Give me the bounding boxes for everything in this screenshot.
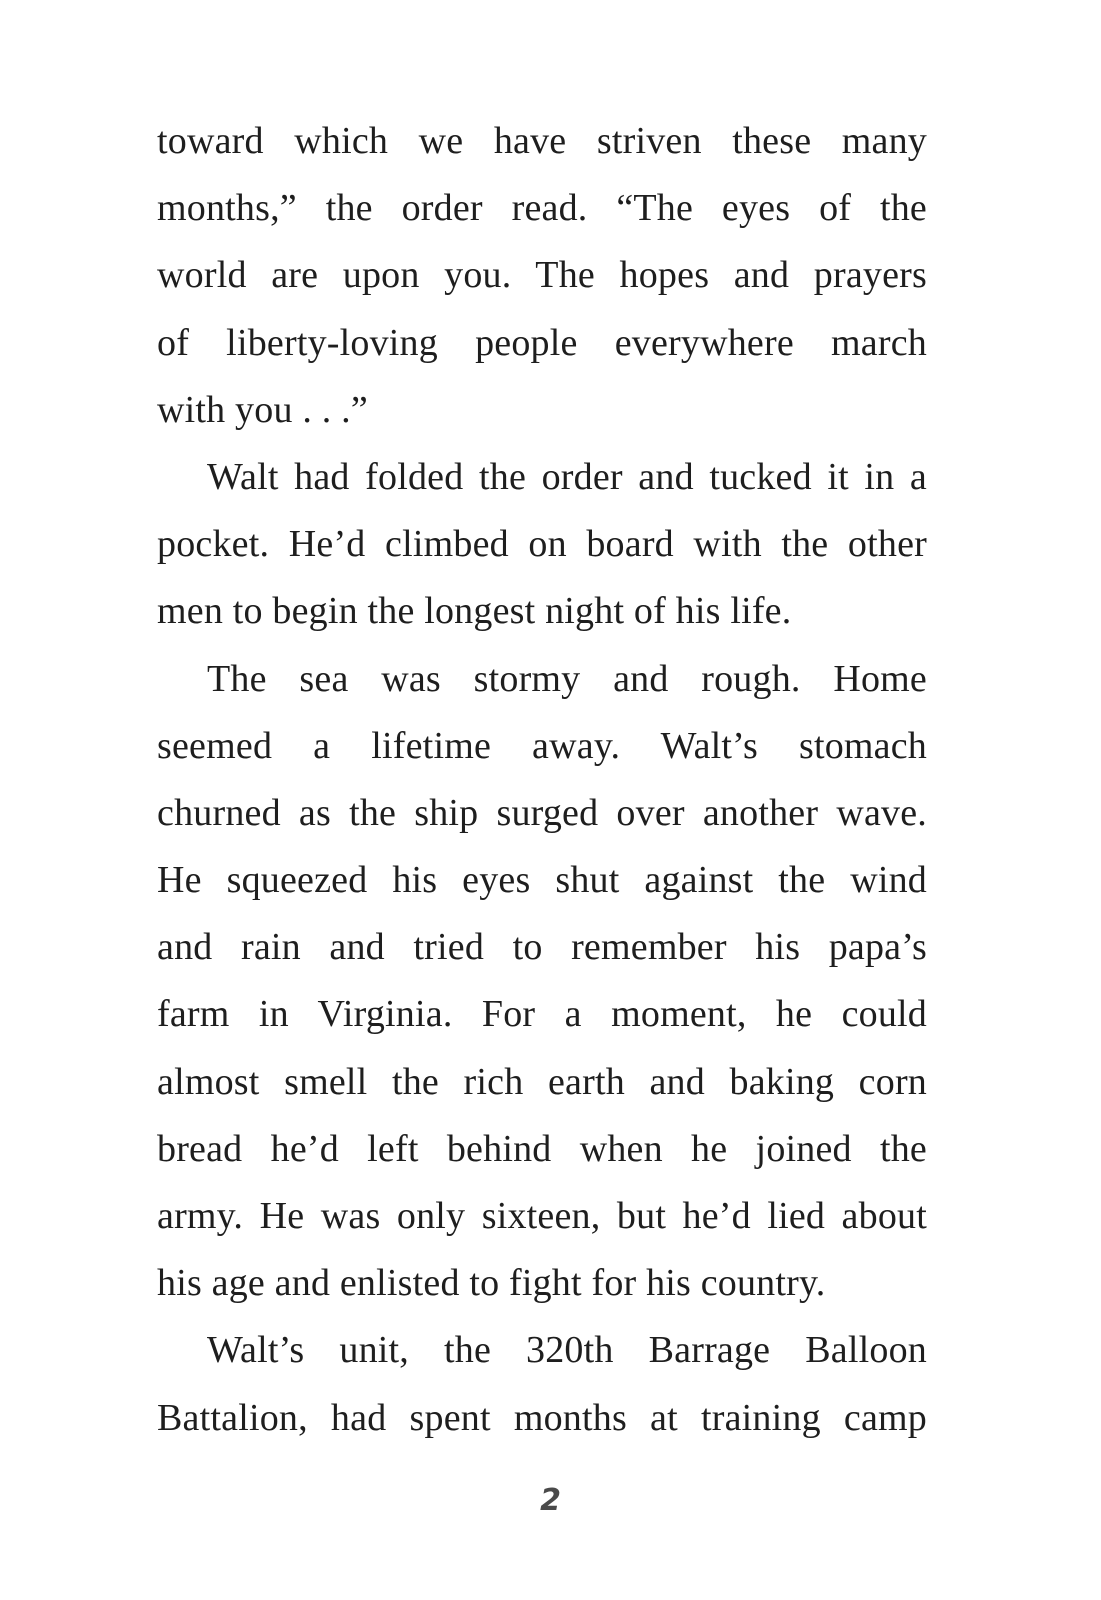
text-line-18: his age and enlisted to fight for his country. [157,1262,826,1305]
text-line-20: Battalion, had spent months at training camp [157,1396,927,1439]
text-line-7: pocket. He’d climbed on board with the other [157,523,927,566]
body-text [157,108,927,1452]
text-line-14: farm in Virginia. For a moment, he could [157,993,927,1036]
text-line-17: army. He was only sixteen, but he’d lied about [157,1195,927,1237]
page-number: 2 [540,1483,561,1518]
text-line-13: and rain and tried to remember his papa’s [157,926,927,969]
text-line-4: of liberty-loving people everywhere march [157,321,927,364]
text-line-12: He squeezed his eyes shut against the wind [157,859,927,902]
text-line-8: men to begin the longest night of his life. [157,590,792,633]
text-line-9: The sea was stormy and rough. Home [207,657,927,700]
text-line-19: Walt’s unit, the 320th Barrage Balloon [207,1329,927,1372]
text-line-5: with you . . .” [157,388,368,431]
text-line-3: world are upon you. The hopes and prayers [157,254,927,297]
text-line-10: seemed a lifetime away. Walt’s stomach [157,724,927,767]
text-line-15: almost smell the rich earth and baking corn [157,1060,927,1103]
text-line-16: bread he’d left behind when he joined the [157,1127,927,1170]
text-line-6: Walt had folded the order and tucked it in a [207,455,927,498]
text-line-1: toward which we have striven these many [157,120,927,162]
text-line-11: churned as the ship surged over another wave. [157,791,927,834]
text-line-2: months,” the order read. “The eyes of the [157,187,927,230]
